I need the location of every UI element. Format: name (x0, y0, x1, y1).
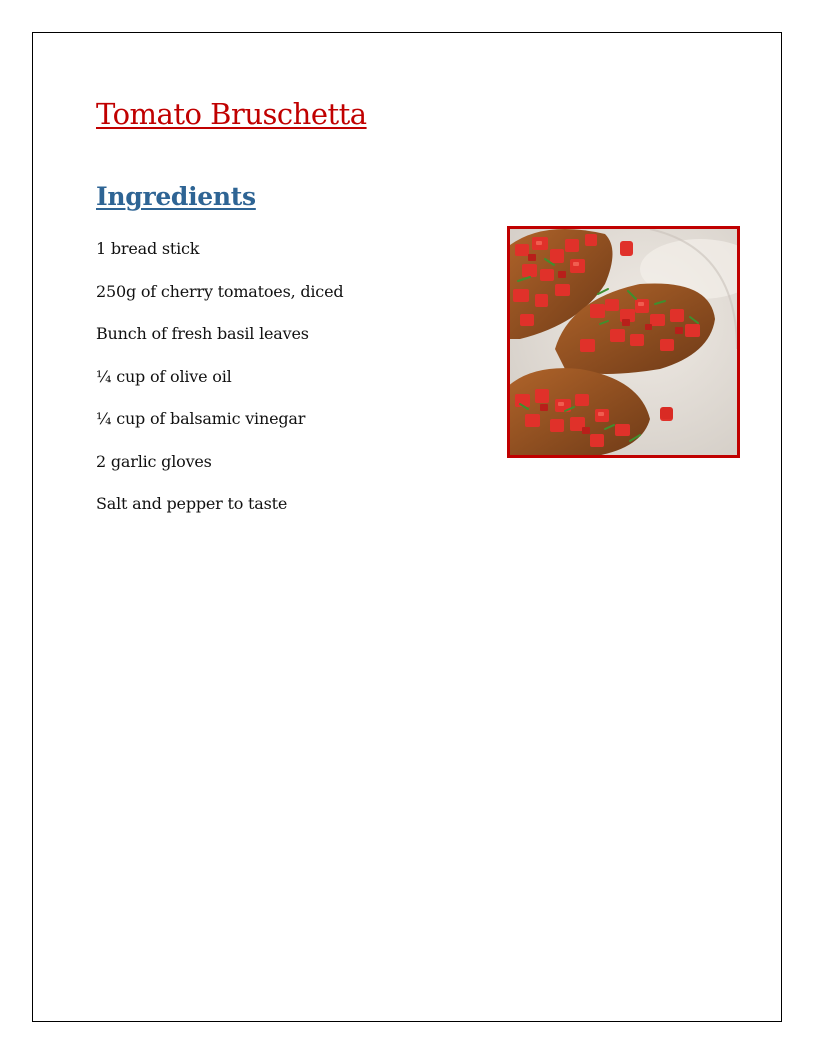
ingredient-item: 1 bread stick (96, 239, 200, 258)
ingredients-heading: Ingredients (96, 182, 256, 211)
ingredient-item: ¼ cup of balsamic vinegar (96, 409, 306, 428)
ingredient-item: Salt and pepper to taste (96, 494, 288, 513)
bruschetta-photo (507, 226, 740, 458)
ingredient-list (96, 238, 343, 536)
bruschetta-illustration (510, 229, 737, 455)
ingredient-item: ¼ cup of olive oil (96, 366, 232, 386)
ingredient-item: 2 garlic gloves (96, 451, 212, 471)
ingredient-item: Bunch of fresh basil leaves (96, 324, 309, 343)
page-title: Tomato Bruschetta (96, 97, 367, 131)
ingredient-item: 250g of cherry tomatoes, diced (96, 281, 344, 301)
